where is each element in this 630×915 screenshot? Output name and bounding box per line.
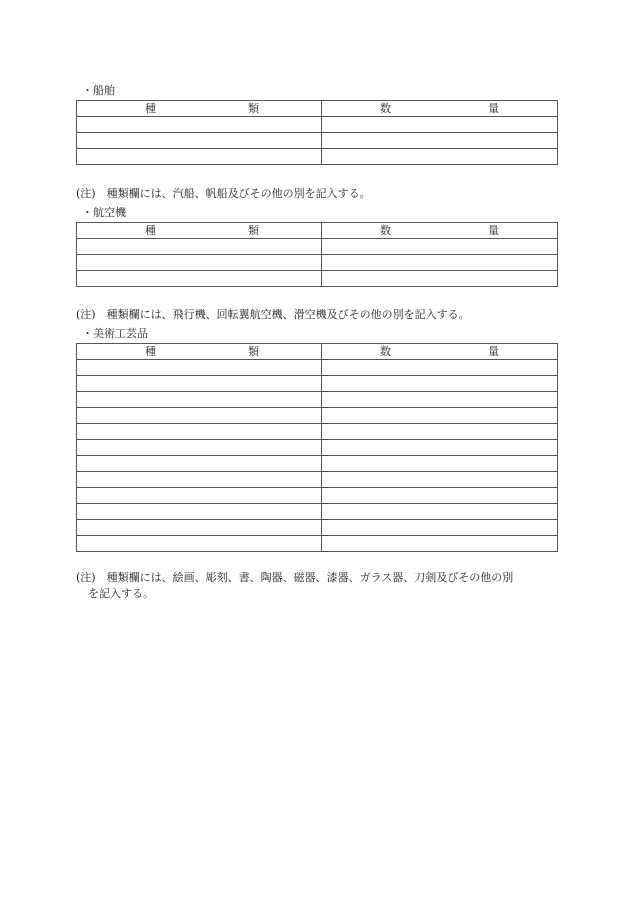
note-line-continued: を記入する。 xyxy=(88,587,154,600)
table-row xyxy=(77,376,558,392)
kind-cell[interactable] xyxy=(77,149,322,165)
kind-cell[interactable] xyxy=(77,424,322,440)
kind-cell[interactable] xyxy=(77,504,322,520)
quantity-header: 数 量 xyxy=(322,101,558,117)
section-label-ships: ・船舶 xyxy=(82,84,115,97)
kind-cell[interactable] xyxy=(77,376,322,392)
kind-cell[interactable] xyxy=(77,392,322,408)
table-header-row xyxy=(77,344,558,360)
quantity-cell[interactable] xyxy=(322,424,558,440)
note-aircraft xyxy=(76,307,560,323)
quantity-cell[interactable] xyxy=(322,149,558,165)
quantity-cell[interactable] xyxy=(322,392,558,408)
kind-cell[interactable] xyxy=(77,520,322,536)
kind-cell[interactable] xyxy=(77,408,322,424)
kind-cell[interactable] xyxy=(77,488,322,504)
table-row xyxy=(77,536,558,552)
kind-cell[interactable] xyxy=(77,360,322,376)
table-row xyxy=(77,271,558,287)
table-row xyxy=(77,117,558,133)
table-row xyxy=(77,392,558,408)
quantity-cell[interactable] xyxy=(322,408,558,424)
quantity-cell[interactable] xyxy=(322,536,558,552)
quantity-header: 数 量 xyxy=(322,344,558,360)
quantity-cell[interactable] xyxy=(322,360,558,376)
note-line: (注) 種類欄には、絵画、彫刻、書、陶器、磁器、漆器、ガラス器、刀剣及びその他の別 xyxy=(76,571,514,584)
ships-table xyxy=(76,100,558,165)
quantity-cell[interactable] xyxy=(322,271,558,287)
quantity-cell[interactable] xyxy=(322,239,558,255)
quantity-cell[interactable] xyxy=(322,117,558,133)
quantity-cell[interactable] xyxy=(322,520,558,536)
quantity-cell[interactable] xyxy=(322,456,558,472)
kind-header: 種 類 xyxy=(77,101,322,117)
kind-cell[interactable] xyxy=(77,239,322,255)
table-row xyxy=(77,504,558,520)
quantity-cell[interactable] xyxy=(322,488,558,504)
table-row xyxy=(77,488,558,504)
artworks-table xyxy=(76,343,558,552)
kind-cell[interactable] xyxy=(77,440,322,456)
table-header-row xyxy=(77,223,558,239)
table-row xyxy=(77,255,558,271)
quantity-cell[interactable] xyxy=(322,504,558,520)
quantity-header: 数 量 xyxy=(322,223,558,239)
quantity-cell[interactable] xyxy=(322,376,558,392)
table-row xyxy=(77,456,558,472)
kind-cell[interactable] xyxy=(77,472,322,488)
quantity-cell[interactable] xyxy=(322,255,558,271)
quantity-cell[interactable] xyxy=(322,133,558,149)
table-row xyxy=(77,520,558,536)
kind-cell[interactable] xyxy=(77,456,322,472)
table-row xyxy=(77,149,558,165)
quantity-cell[interactable] xyxy=(322,440,558,456)
table-row xyxy=(77,472,558,488)
kind-cell[interactable] xyxy=(77,536,322,552)
section-label-aircraft: ・航空機 xyxy=(82,206,126,219)
table-row xyxy=(77,440,558,456)
note-ships xyxy=(76,186,560,202)
note-artworks xyxy=(76,570,560,602)
aircraft-table xyxy=(76,222,558,287)
table-row xyxy=(77,424,558,440)
note-line: (注) 種類欄には、汽船、帆船及びその他の別を記入する。 xyxy=(76,187,371,200)
table-row xyxy=(77,239,558,255)
section-label-artworks: ・美術工芸品 xyxy=(82,327,148,340)
note-line: (注) 種類欄には、飛行機、回転翼航空機、滑空機及びその他の別を記入する。 xyxy=(76,308,470,321)
kind-cell[interactable] xyxy=(77,271,322,287)
table-header-row xyxy=(77,101,558,117)
quantity-cell[interactable] xyxy=(322,472,558,488)
kind-header: 種 類 xyxy=(77,223,322,239)
table-row xyxy=(77,133,558,149)
kind-cell[interactable] xyxy=(77,117,322,133)
table-row xyxy=(77,360,558,376)
kind-cell[interactable] xyxy=(77,255,322,271)
table-row xyxy=(77,408,558,424)
kind-header: 種 類 xyxy=(77,344,322,360)
kind-cell[interactable] xyxy=(77,133,322,149)
